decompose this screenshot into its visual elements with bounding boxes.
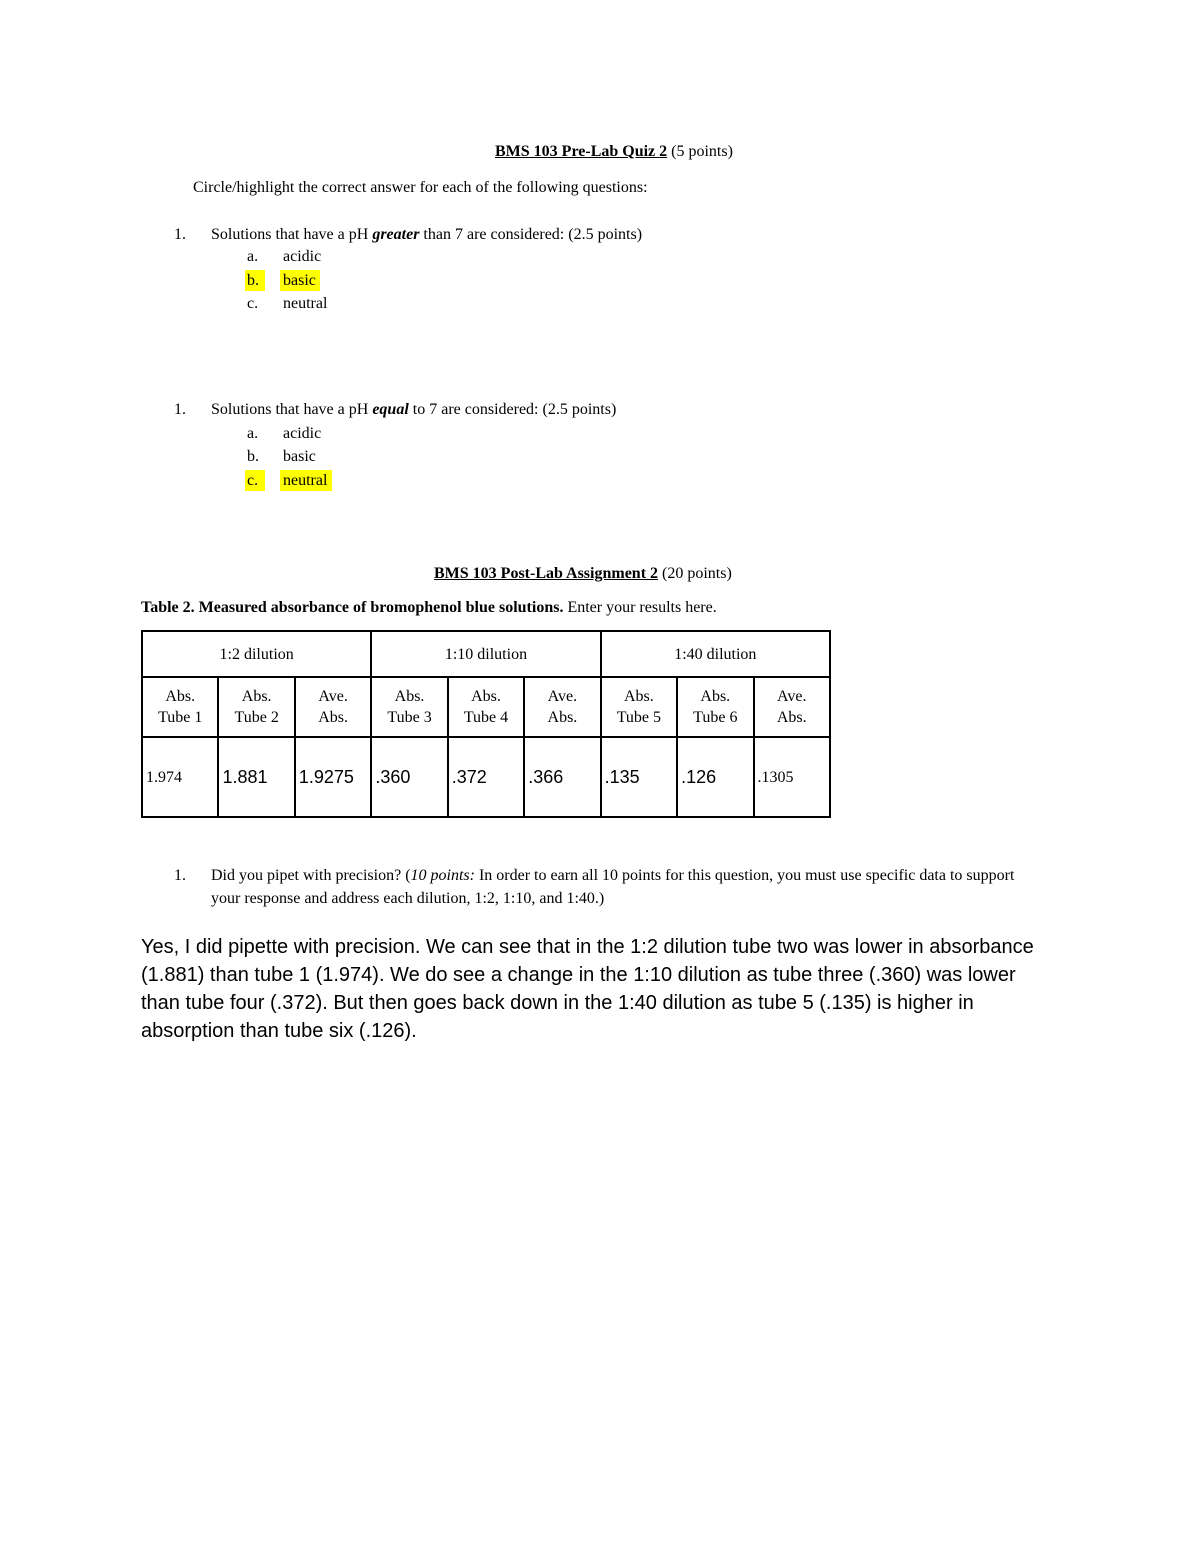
- subheader-cell: [295, 677, 371, 737]
- prelab-points: (5 points): [671, 143, 733, 160]
- q2-keyword: equal: [372, 401, 409, 418]
- subheader-line2: Abs.: [547, 709, 578, 726]
- question-rest: In order to earn all 10 points for this question, you must use specific data to support: [474, 867, 1015, 884]
- subheader-line1: Ave.: [777, 688, 807, 705]
- q2-option-c-text: neutral: [283, 472, 328, 489]
- subheader-line1: Abs.: [394, 688, 425, 705]
- q2-option-c-letter: c.: [247, 472, 259, 489]
- subheader-line1: Abs.: [165, 688, 196, 705]
- q1-option-c-text: neutral: [283, 295, 328, 312]
- value-cell[interactable]: .372: [448, 737, 524, 817]
- value-cell[interactable]: .360: [371, 737, 447, 817]
- postlab-question-line1: [211, 867, 1014, 885]
- q2-text: [211, 401, 616, 419]
- subheader-line2: Tube 5: [616, 709, 661, 726]
- subheader-line2: Tube 2: [234, 709, 279, 726]
- q2-number: 1.: [174, 401, 186, 418]
- q1-option-c-letter: c.: [247, 295, 259, 312]
- subheader-line2: Tube 3: [387, 709, 432, 726]
- subheader-cell: [677, 677, 753, 737]
- value-cell[interactable]: 1.9275: [295, 737, 371, 817]
- q1-number: 1.: [174, 226, 186, 243]
- table-group-row: [142, 631, 830, 677]
- subheader-line1: Ave.: [318, 688, 348, 705]
- group-header: 1:40 dilution: [601, 631, 830, 677]
- value-cell[interactable]: 1.974: [142, 737, 218, 817]
- q2-option-a-text: acidic: [283, 425, 322, 442]
- q2-option-b-letter: b.: [247, 448, 259, 465]
- question-italic: 10 points:: [410, 867, 475, 884]
- subheader-line1: Abs.: [623, 688, 654, 705]
- subheader-line1: Abs.: [700, 688, 731, 705]
- q1-option-a-letter: a.: [247, 248, 259, 265]
- value-cell[interactable]: .1305: [754, 737, 831, 817]
- subheader-line1: Ave.: [547, 688, 578, 705]
- subheader-line2: Tube 1: [158, 709, 203, 726]
- table-values-row: [142, 737, 830, 817]
- q2-text-after: to 7 are considered: (2.5 points): [408, 401, 617, 418]
- value-cell[interactable]: .135: [601, 737, 677, 817]
- table-subheader-row: [142, 677, 830, 737]
- subheader-cell: [448, 677, 524, 737]
- absorbance-table: [141, 630, 831, 818]
- subheader-cell: [524, 677, 600, 737]
- group-header: 1:2 dilution: [142, 631, 371, 677]
- subheader-line2: Tube 4: [463, 709, 509, 726]
- q2-option-a-letter: a.: [247, 425, 259, 442]
- q1-option-b-letter: b.: [247, 272, 259, 289]
- student-answer[interactable]: Yes, I did pipette with precision. We can see that in the 1:2 dilution tube two was lower in absorbance (1.881) than tube 1 (1.974). We do see a change in the 1:10 dilution as tube three (.360) was lower than tube four (.372). But then goes back down in the 1:40 dilution as tube 5 (.135) is higher in absorption than tube six (.126).: [141, 936, 1034, 1042]
- postlab-title: BMS 103 Post-Lab Assignment 2: [434, 565, 659, 582]
- q2-option-b-text: basic: [283, 448, 316, 465]
- subheader-cell: [218, 677, 294, 737]
- postlab-heading: [434, 565, 732, 583]
- value-cell[interactable]: .366: [524, 737, 600, 817]
- prelab-title: BMS 103 Pre-Lab Quiz 2: [495, 143, 668, 160]
- postlab-question-line2: your response and address each dilution, 1:2, 1:10, and 1:40.): [211, 890, 605, 907]
- subheader-line2: Tube 6: [693, 709, 738, 726]
- subheader-cell: [754, 677, 831, 737]
- q1-text-after: than 7 are considered: (2.5 points): [419, 226, 643, 243]
- group-header: 1:10 dilution: [371, 631, 600, 677]
- postlab-points: (20 points): [662, 565, 732, 582]
- prelab-instruction: Circle/highlight the correct answer for each of the following questions:: [193, 179, 648, 196]
- q1-text-before: Solutions that have a pH: [211, 226, 373, 243]
- table-caption: [141, 599, 717, 617]
- q1-option-a-text: acidic: [283, 248, 322, 265]
- value-cell[interactable]: 1.881: [218, 737, 294, 817]
- subheader-line1: Abs.: [471, 688, 501, 705]
- prelab-heading: [495, 143, 733, 161]
- question-text: Did you pipet with precision? (: [211, 867, 411, 884]
- subheader-cell: [142, 677, 218, 737]
- subheader-line1: Abs.: [241, 688, 272, 705]
- subheader-line2: Abs.: [776, 709, 807, 726]
- q2-text-before: Solutions that have a pH: [211, 401, 373, 418]
- q1-keyword: greater: [372, 226, 420, 243]
- subheader-cell: [371, 677, 447, 737]
- subheader-line2: Abs.: [318, 709, 348, 726]
- postlab-question-number: 1.: [174, 867, 186, 884]
- subheader-cell: [601, 677, 677, 737]
- q1-option-b-text: basic: [283, 272, 316, 289]
- q1-text: [211, 226, 642, 244]
- value-cell[interactable]: .126: [677, 737, 753, 817]
- table-caption-rest: Enter your results here.: [563, 599, 717, 616]
- table-caption-bold: Table 2. Measured absorbance of bromophenol blue solutions.: [141, 599, 564, 616]
